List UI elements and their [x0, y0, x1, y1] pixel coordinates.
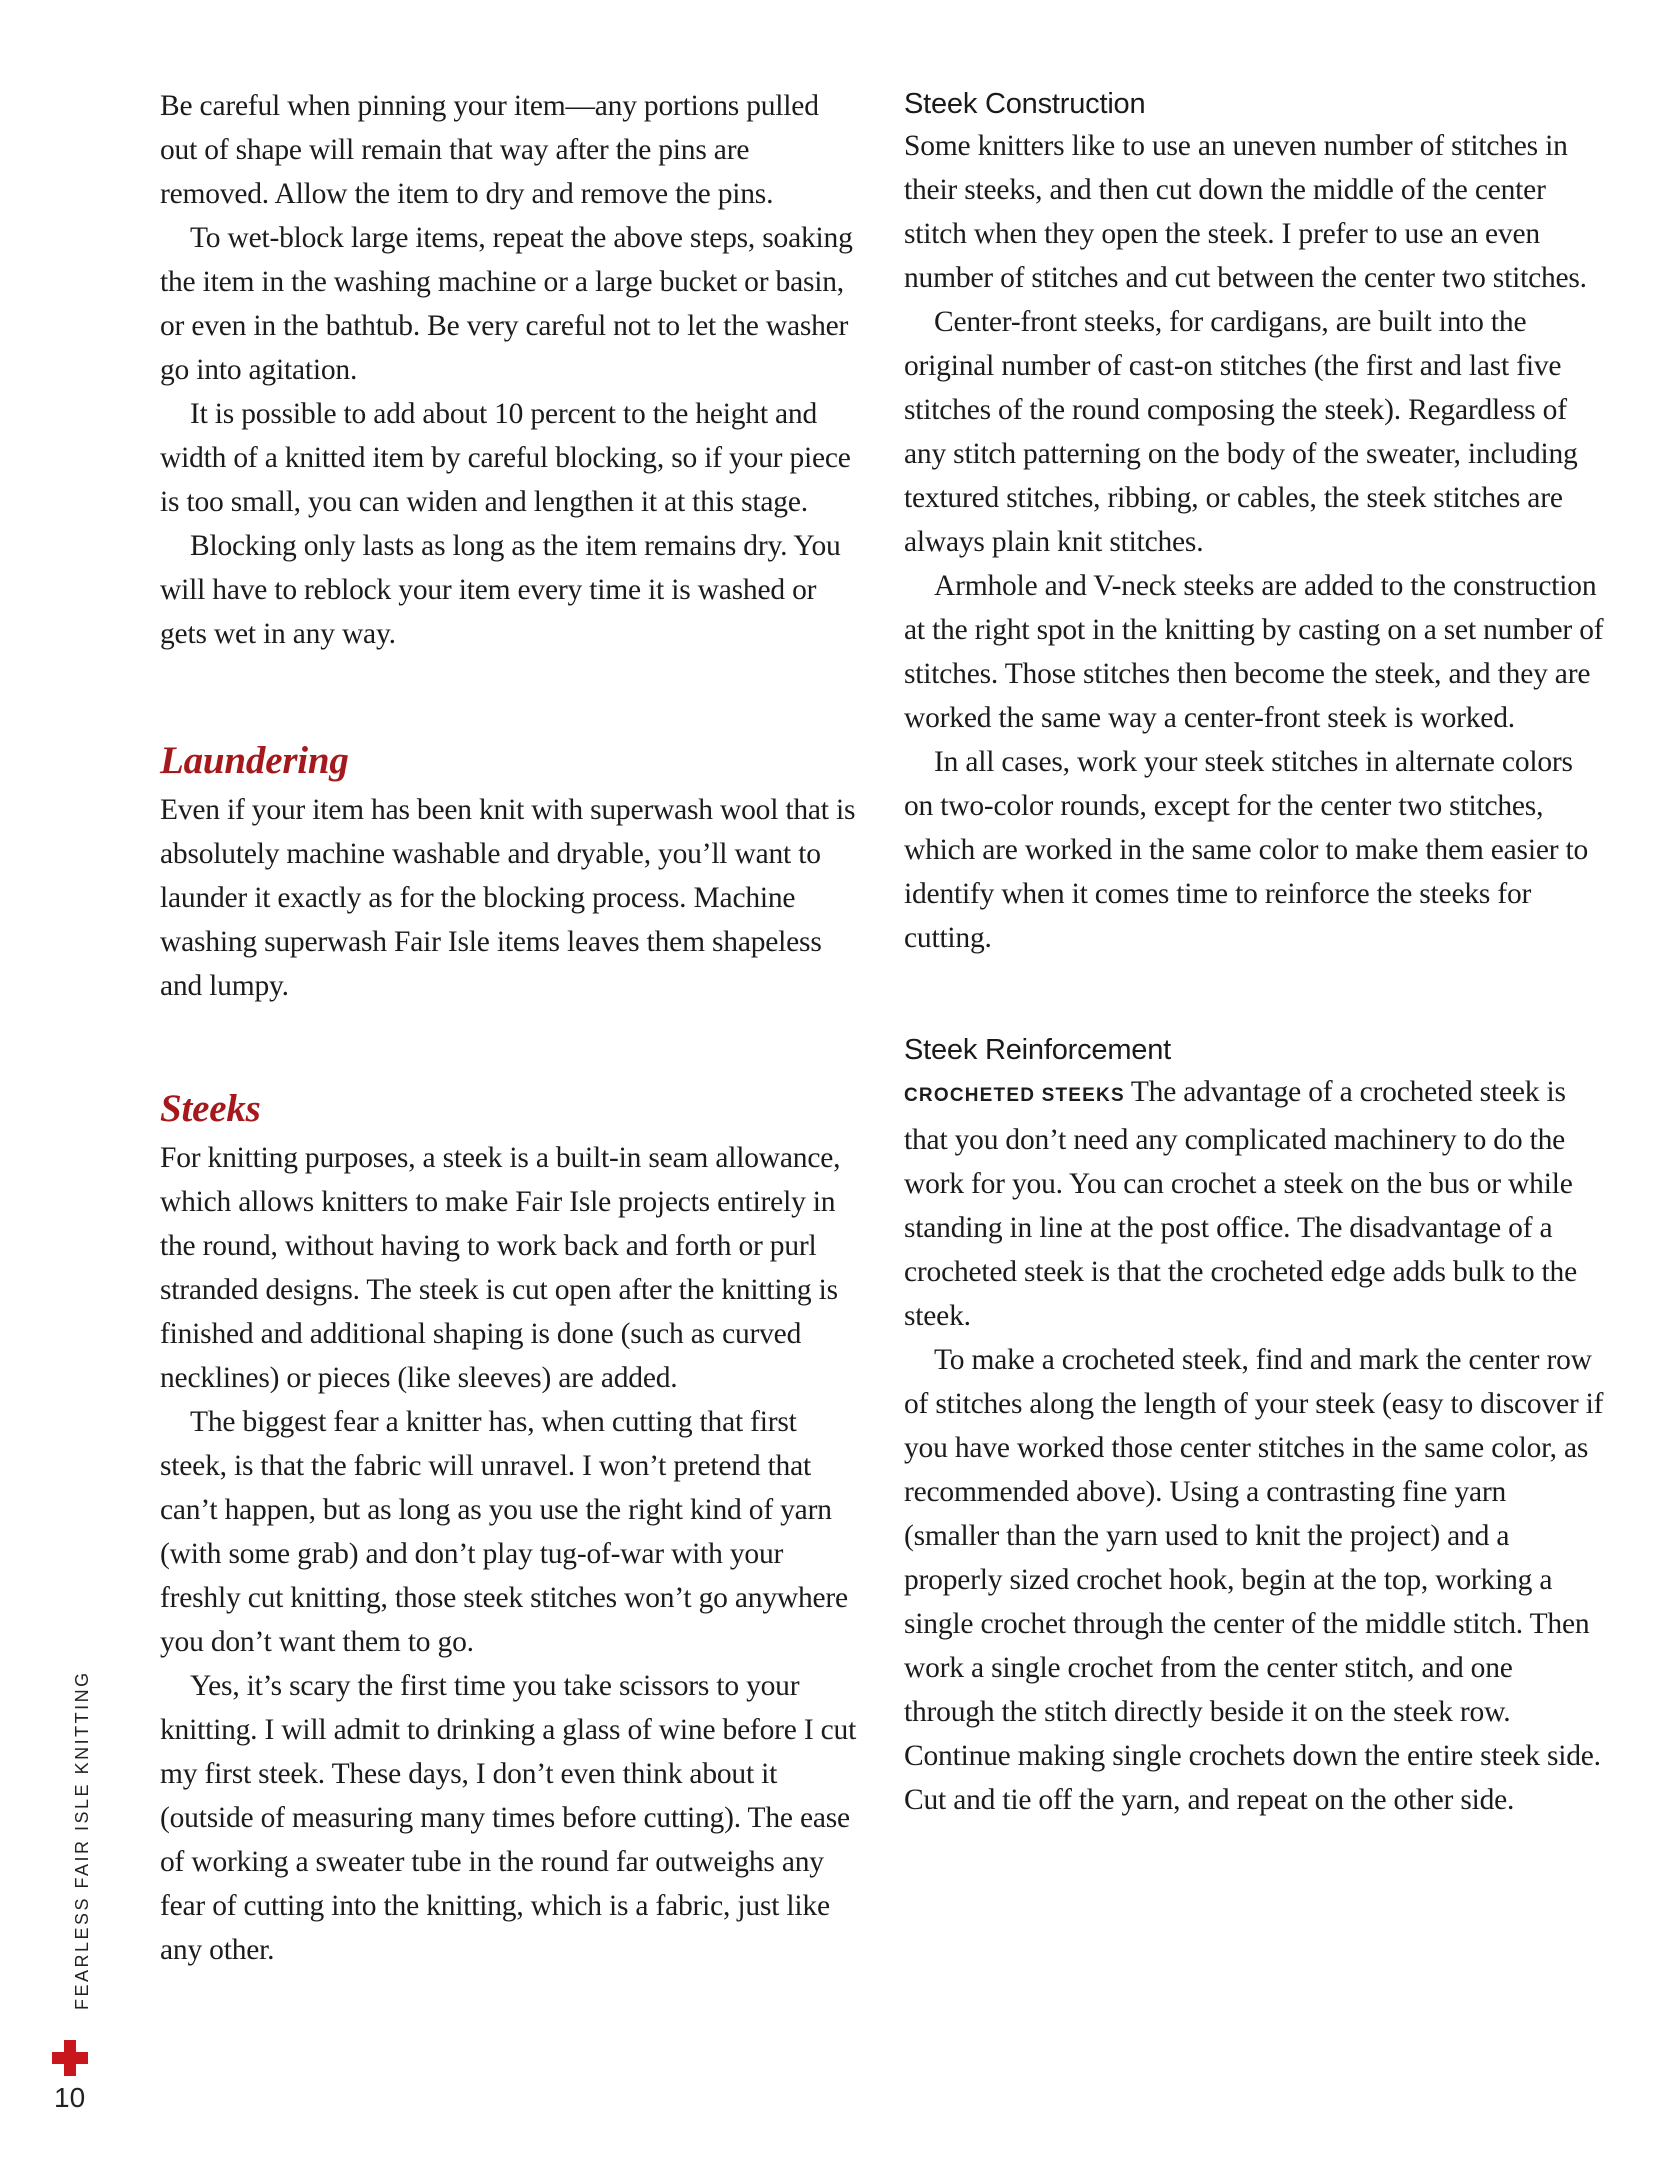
paragraph: To wet-block large items, repeat the above steps, soaking the item in the washing machine or a large bucket or basin, or even in the bathtub. Be very careful not to let the washer go into agitation. — [160, 222, 853, 386]
runin-heading-crocheted-steeks: CROCHETED STEEKS — [904, 1085, 1125, 1106]
running-head: FEARLESS FAIR ISLE KNITTING — [72, 1670, 92, 2010]
section-heading-steeks: Steeks — [160, 1087, 261, 1130]
paragraph-text: The advantage of a crocheted steek is that you don’t need any complicated machinery to do the work for you. You can crochet a steek on the bus or while standing in line at the post office. The disadvantage of a crocheted steek is that the crocheted edge adds bulk to the steek. — [904, 1076, 1577, 1332]
page-number: 10 — [54, 2082, 86, 2113]
paragraph: To make a crocheted steek, find and mark the center row of stitches along the length of your steek (easy to discover if you have worked those center stitches in the same color, as recommended above). Using a contrasting fine yarn (smaller than the yarn used to knit the project) and a properly sized crochet hook, begin at the top, working a single crochet through the center of the middle stitch. Then work a single crochet from the center stitch, and one through the stitch directly beside it on the steek row. Continue making single crochets down the entire steek side. Cut and tie off the yarn, and repeat on the other side. — [904, 1344, 1604, 1816]
paragraph: Be careful when pinning your item—any portions pulled out of shape will remain that way after the pins are removed. Allow the item to dry and remove the pins. — [160, 90, 819, 210]
paragraph: It is possible to add about 10 percent to the height and width of a knitted item by careful blocking, so if your piece is too small, you can widen and lengthen it at this stage. — [160, 398, 851, 518]
paragraph: Even if your item has been knit with superwash wool that is absolutely machine washable and dryable, you’ll want to launder it exactly as for the blocking process. Machine washing superwash Fair Isle items leaves them shapeless and lumpy. — [160, 794, 856, 1002]
subheading-steek-reinforcement: Steek Reinforcement — [904, 1034, 1171, 1066]
paragraph: Blocking only lasts as long as the item remains dry. You will have to reblock your item every time it is washed or gets wet in any way. — [160, 530, 841, 650]
left-column — [160, 84, 860, 1972]
paragraph: In all cases, work your steek stitches in alternate colors on two-color rounds, except for the center two stitches, which are worked in the same color to make them easier to identify when it comes time to reinforce the steeks for cutting. — [904, 746, 1589, 954]
red-cross-icon — [52, 2040, 88, 2076]
paragraph: The biggest fear a knitter has, when cutting that first steek, is that the fabric will unravel. I won’t pretend that can’t happen, but as long as you use the right kind of yarn (with some grab) and don’t play tug-of-war with your freshly cut knitting, those steek stitches won’t go anywhere you don’t want them to go. — [160, 1406, 848, 1658]
section-heading-laundering: Laundering — [160, 739, 349, 782]
paragraph: Some knitters like to use an uneven number of stitches in their steeks, and then cut down the middle of the center stitch when they open the steek. I prefer to use an even number of stitches and cut between the center two stitches. — [904, 130, 1587, 294]
paragraph — [904, 1070, 1604, 1338]
subheading-steek-construction: Steek Construction — [904, 88, 1146, 120]
paragraph: Center-front steeks, for cardigans, are built into the original number of cast-on stitches (the first and last five stitches of the round composing the steek). Regardless of any stitch patterning on the body of the sweater, including textured stitches, ribbing, or cables, the steek stitches are always plain knit stitches. — [904, 306, 1578, 558]
paragraph: For knitting purposes, a steek is a built-in seam allowance, which allows knitters to make Fair Isle projects entirely in the round, without having to work back and forth or purl stranded designs. The steek is cut open after the knitting is finished and additional shaping is done (such as curved necklines) or pieces (like sleeves) are added. — [160, 1142, 841, 1394]
paragraph: Yes, it’s scary the first time you take scissors to your knitting. I will admit to drinking a glass of wine before I cut my first steek. These days, I don’t even think about it (outside of measuring many times before cutting). The ease of working a sweater tube in the round far outweighs any fear of cutting into the knitting, which is a fabric, just like any other. — [160, 1670, 857, 1966]
paragraph: Armhole and V-neck steeks are added to the construction at the right spot in the knitting by casting on a set number of stitches. Those stitches then become the steek, and they are worked the same way a center-front steek is worked. — [904, 570, 1604, 734]
right-column — [904, 84, 1604, 1822]
